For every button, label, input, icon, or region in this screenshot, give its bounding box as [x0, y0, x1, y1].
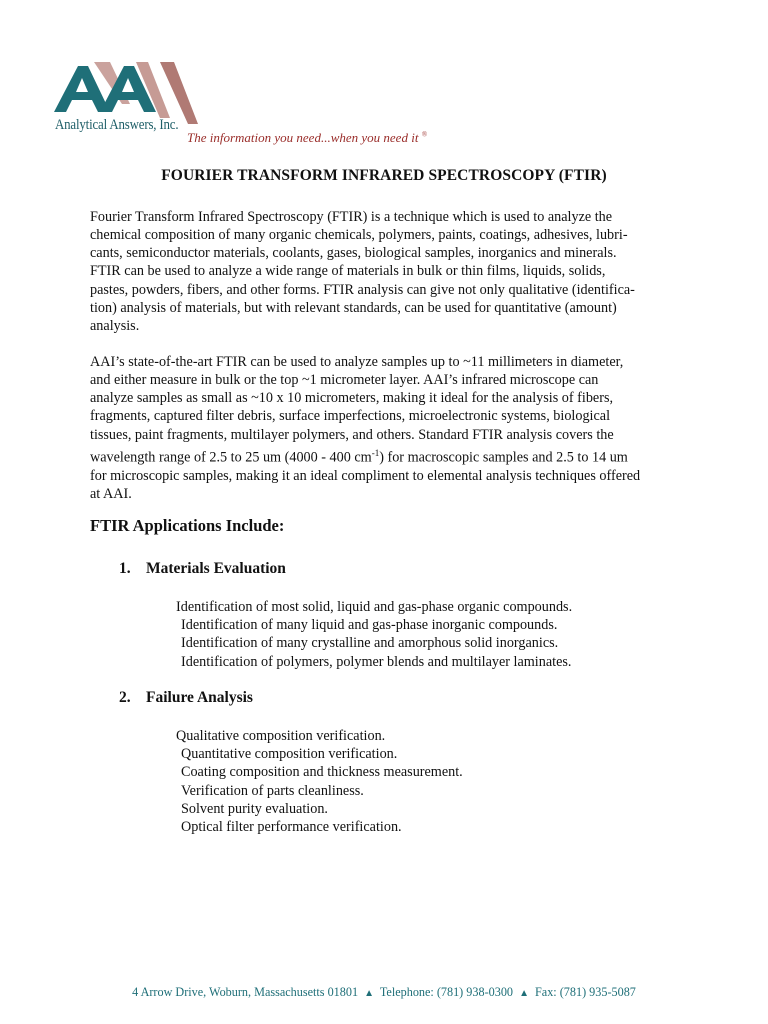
list-item: Coating composition and thickness measurement. — [181, 764, 463, 781]
list-item: Verification of parts cleanliness. — [181, 782, 364, 799]
section-number: 2. — [119, 689, 131, 706]
section-heading-materials-evaluation — [119, 560, 286, 578]
wavelength-text-after: ) for macroscopic samples and 2.5 to 14 um — [379, 449, 628, 466]
list-item: Identification of polymers, polymer blends and multilayer laminates. — [181, 653, 572, 670]
paragraph-line: analyze samples as small as ~10 x 10 micrometers, making it ideal for the analysis of fibers, — [90, 390, 614, 407]
paragraph-line: at AAI. — [90, 485, 132, 502]
paragraph-line: fragments, captured filter debris, surface imperfections, microelectronic systems, biological — [90, 408, 611, 425]
footer-address: 4 Arrow Drive, Woburn, Massachusetts 01801 — [132, 985, 359, 999]
section-number: 1. — [119, 560, 131, 577]
list-item: Identification of many liquid and gas-phase inorganic compounds. — [181, 617, 558, 634]
wavelength-superscript: -1 — [371, 447, 380, 458]
footer-contact — [0, 985, 768, 1000]
list-item: Identification of many crystalline and amorphous solid inorganics. — [181, 635, 559, 652]
paragraph-line: FTIR can be used to analyze a wide range of materials in bulk or thin films, liquids, solids, — [90, 263, 606, 280]
paragraph-line: pastes, powders, fibers, and other forms. FTIR analysis can give not only qualitative (identifica- — [90, 281, 635, 298]
tagline-text: The information you need...when you need it — [187, 130, 419, 145]
tagline — [187, 130, 427, 146]
list-item: Qualitative composition verification. — [176, 728, 386, 744]
section-heading-failure-analysis — [119, 689, 253, 707]
wavelength-line — [90, 444, 690, 467]
section-title: Failure Analysis — [146, 689, 253, 706]
materials-evaluation-list — [176, 598, 572, 671]
paragraph-line: chemical composition of many organic chemicals, polymers, paints, coatings, adhesives, lubri- — [90, 227, 628, 244]
list-item: Optical filter performance verification. — [181, 819, 402, 836]
paragraph-line: Fourier Transform Infrared Spectroscopy (FTIR) is a technique which is used to analyze the — [90, 209, 613, 225]
list-item: Quantitative composition verification. — [181, 746, 398, 763]
triangle-separator-icon: ▲ — [364, 988, 374, 999]
footer-telephone: Telephone: (781) 938-0300 — [379, 985, 514, 999]
paragraph-line: tion) analysis of materials, but with relevant standards, can be used for quantitative (amount) — [90, 299, 617, 316]
company-name: Analytical Answers, Inc. — [55, 117, 179, 133]
page-title: FOURIER TRANSFORM INFRARED SPECTROSCOPY (FTIR) — [161, 167, 607, 184]
paragraph-line: tissues, paint fragments, multilayer polymers, and others. Standard FTIR analysis covers the — [90, 426, 614, 443]
paragraph-line: for microscopic samples, making it an ideal compliment to elemental analysis techniques offered — [90, 467, 641, 484]
paragraph-line: cants, semiconductor materials, coolants, gases, biological samples, inorganics and minerals. — [90, 245, 617, 262]
footer-fax: Fax: (781) 935-5087 — [535, 985, 636, 999]
list-item: Identification of most solid, liquid and gas-phase organic compounds. — [176, 599, 573, 615]
intro-paragraph — [90, 208, 690, 335]
failure-analysis-list — [176, 727, 463, 836]
registered-mark: ® — [421, 130, 428, 139]
paragraph-line: and either measure in bulk or the top ~1 micrometer layer. AAI’s infrared microscope can — [90, 372, 599, 389]
paragraph-line: analysis. — [90, 317, 140, 334]
wavelength-text-before: wavelength range of 2.5 to 25 um (4000 - 400 cm — [90, 449, 372, 466]
section-title: Materials Evaluation — [146, 560, 286, 577]
list-item: Solvent purity evaluation. — [181, 800, 328, 817]
applications-heading: FTIR Applications Include: — [90, 516, 285, 535]
company-logo — [52, 62, 202, 142]
triangle-separator-icon: ▲ — [519, 988, 529, 999]
paragraph-line: AAI’s state-of-the-art FTIR can be used to analyze samples up to ~11 millimeters in diameter, — [90, 354, 624, 370]
capabilities-paragraph — [90, 353, 690, 503]
